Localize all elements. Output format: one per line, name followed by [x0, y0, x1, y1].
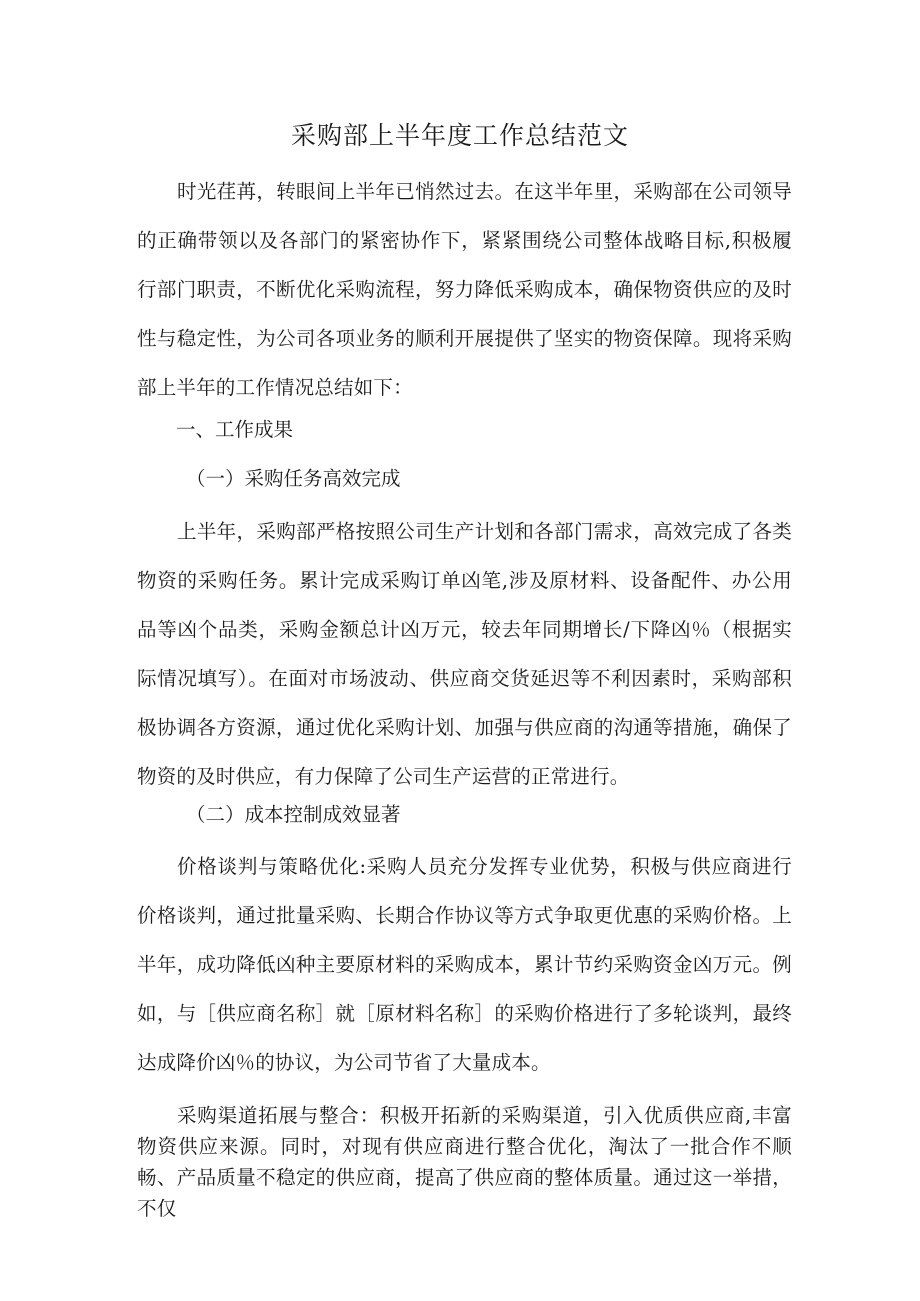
section-heading-work-results: 一、工作成果 — [176, 418, 294, 441]
price-negotiation-paragraph: 价格谈判与策略优化:采购人员充分发挥专业优势，积极与供应商进行价格谈判，通过批量采购、长期合作协议等方式争取更优惠的采购价格。上半年，成功降低凶种主要原材料的采购成本，累计节约采购资金凶万元。例如，与［供应商名称］就［原材料名称］的采购价格进行了多轮谈判，最终达成降价凶％的协议，为公司节省了大量成本。 — [137, 855, 792, 1074]
channel-expansion-paragraph: 采购渠道拓展与整合：积极开拓新的采购渠道，引入优质供应商,丰富物资供应来源。同时，对现有供应商进行整合优化，淘汰了一批合作不顺畅、产品质量不稳定的供应商，提高了供应商的整体质量。通过这一举措，不仅 — [137, 1104, 792, 1220]
procurement-tasks-paragraph: 上半年，采购部严格按照公司生产计划和各部门需求，高效完成了各类物资的采购任务。累计完成采购订单凶笔,涉及原材料、设备配件、办公用品等凶个品类，采购金额总计凶万元，较去年同期增长/下降凶％（根据实际情况填写）。在面对市场波动、供应商交货延迟等不利因素时，采购部积极协调各方资源，通过优化采购计划、加强与供应商的沟通等措施，确保了物资的及时供应，有力保障了公司生产运营的正常进行。 — [137, 520, 792, 788]
subsection-heading-procurement-tasks: （一）采购任务高效完成 — [186, 467, 401, 490]
intro-paragraph: 时光荏苒，转眼间上半年已悄然过去。在这半年里，采购部在公司领导的正确带领以及各部门的紧密协作下，紧紧围绕公司整体战略目标,积极履行部门职责，不断优化采购流程，努力降低采购成本，确保物资供应的及时性与稳定性，为公司各项业务的顺利开展提供了坚实的物资保障。现将采购部上半年的工作情况总结如下： — [137, 180, 792, 399]
document-title: 采购部上半年度工作总结范文 — [290, 121, 629, 150]
subsection-heading-cost-control: （二）成本控制成效显著 — [186, 803, 401, 826]
